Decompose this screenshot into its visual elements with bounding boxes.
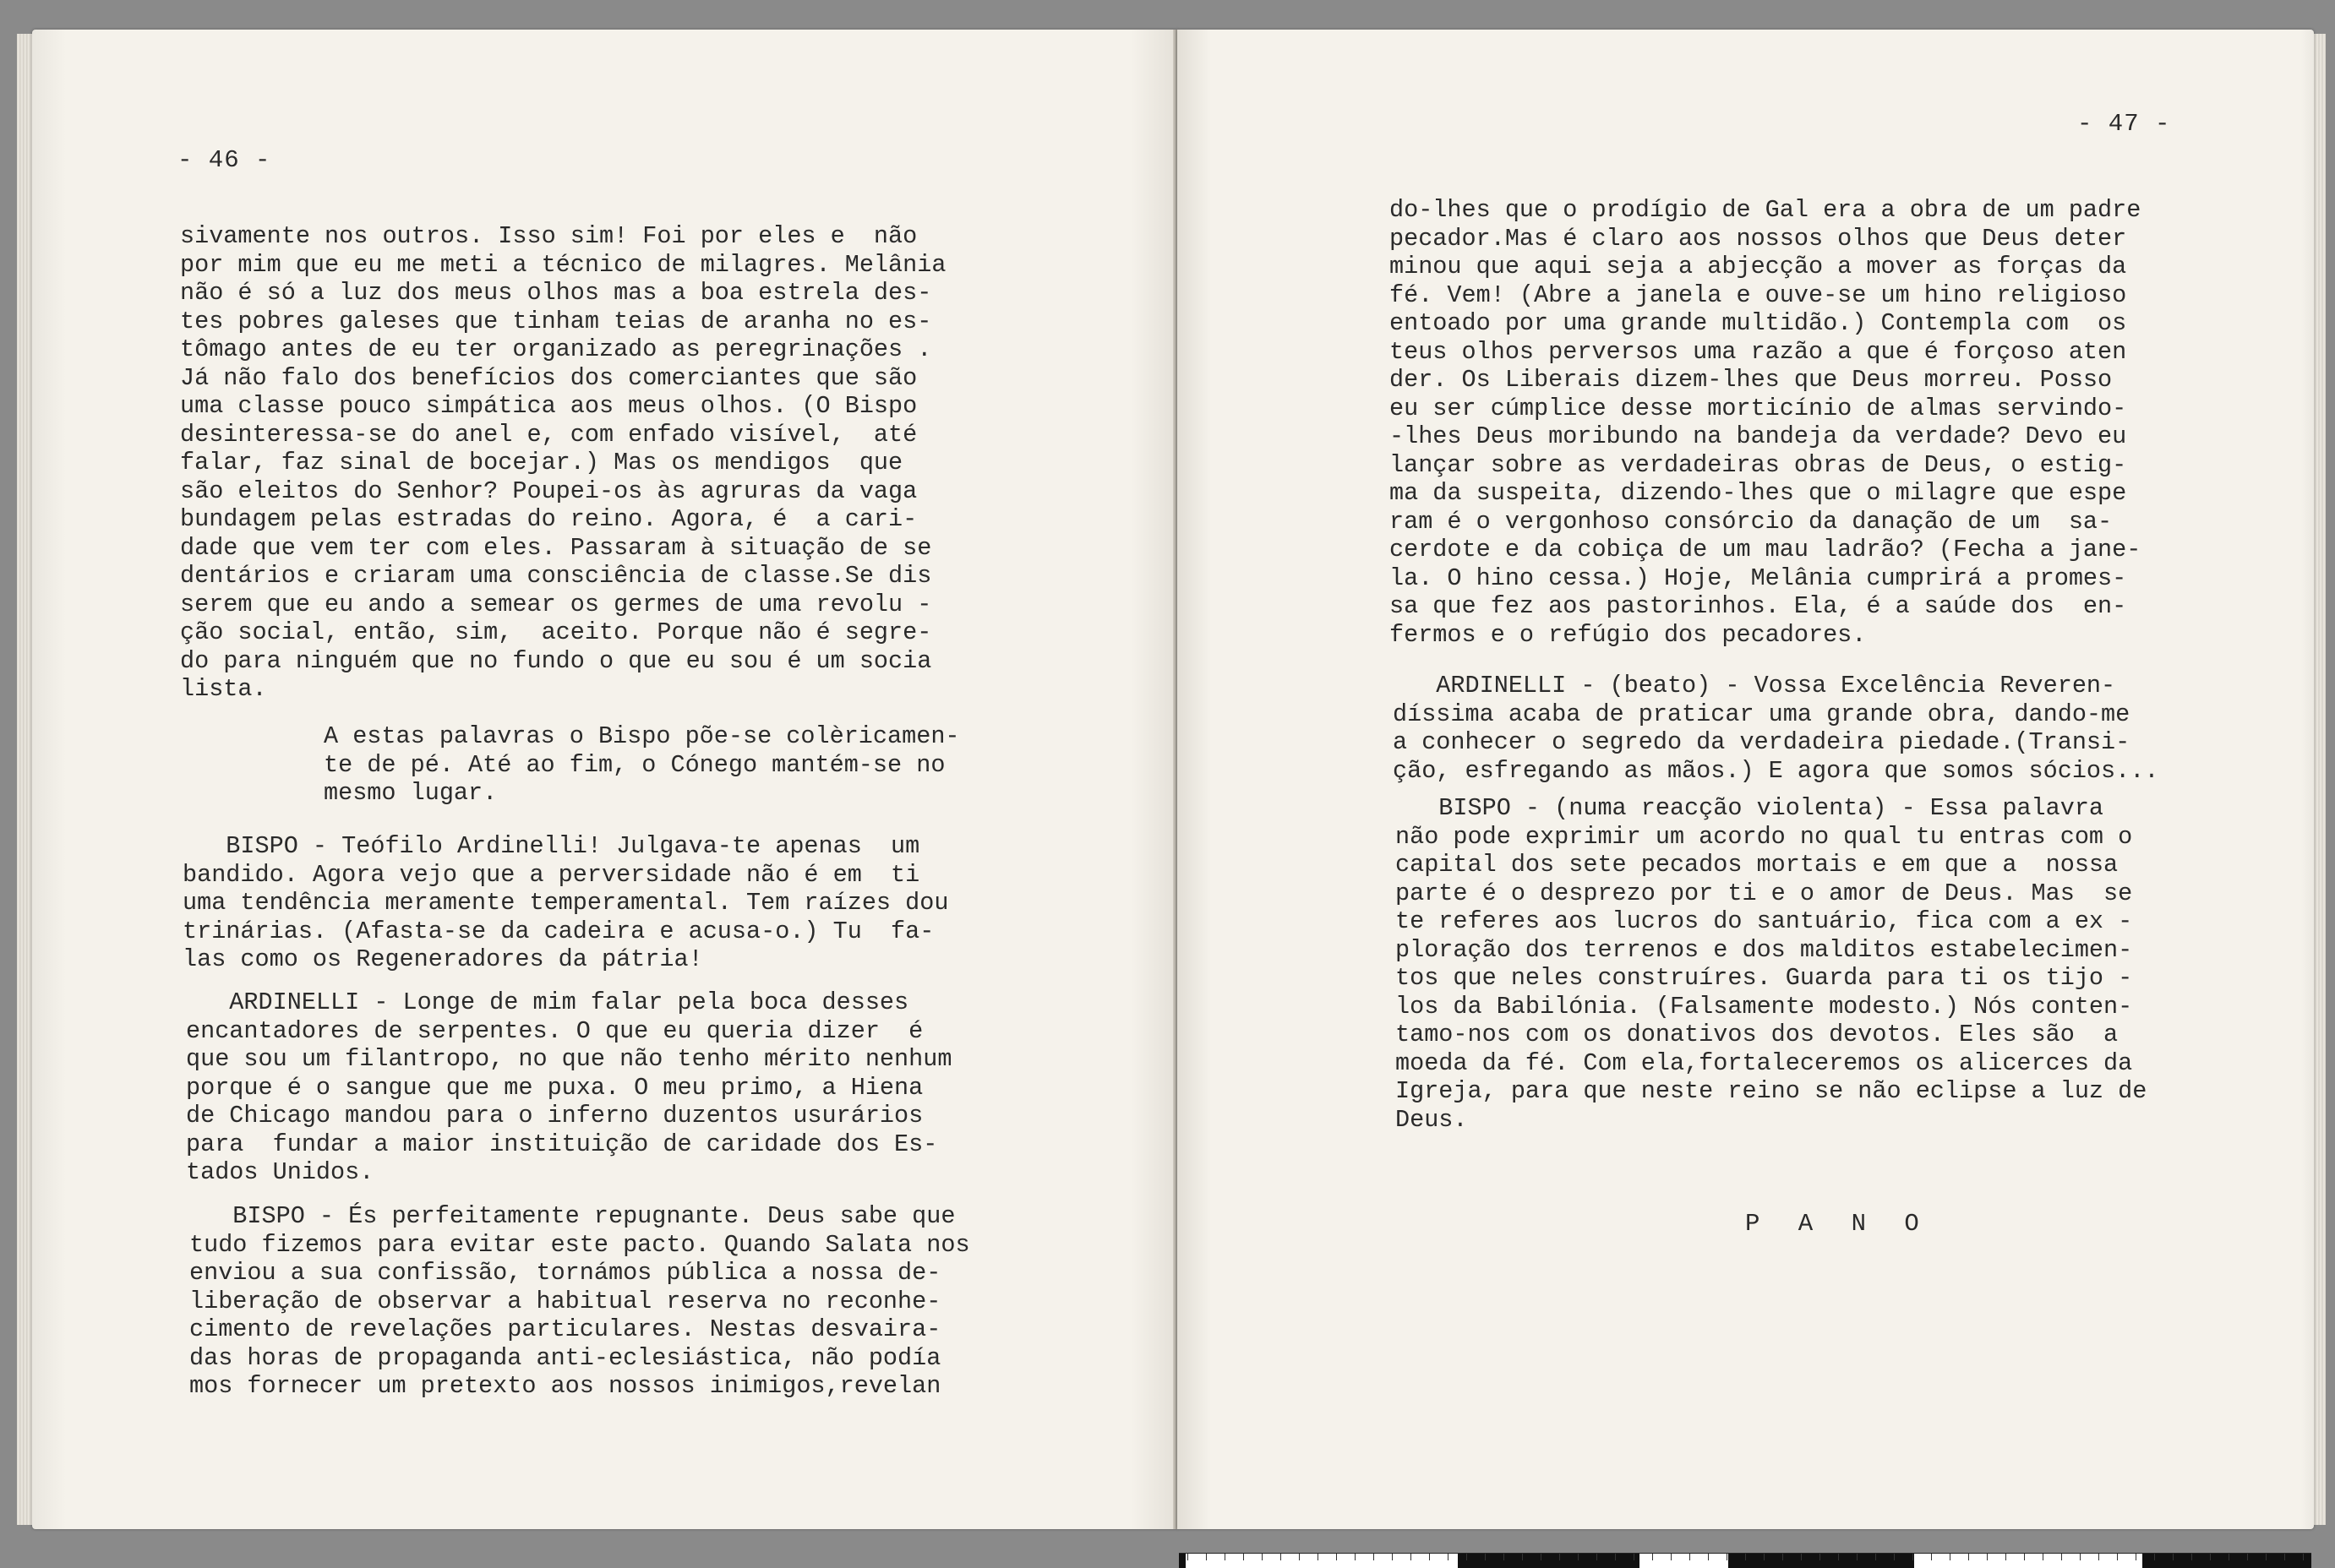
ruler-tick bbox=[1819, 1554, 1820, 1560]
ruler-tick bbox=[1559, 1554, 1560, 1560]
ruler-tick bbox=[1838, 1554, 1839, 1560]
ruler-tick bbox=[1187, 1554, 1188, 1560]
ruler-tick bbox=[1745, 1554, 1746, 1560]
ruler-tick bbox=[2061, 1554, 2062, 1560]
ruler-tick bbox=[1968, 1554, 1969, 1560]
ruler-tick bbox=[1689, 1554, 1690, 1560]
ruler-tick bbox=[1615, 1554, 1616, 1560]
ruler-tick bbox=[1299, 1554, 1300, 1560]
ruler-tick bbox=[1875, 1554, 1876, 1560]
ruler-tick bbox=[1912, 1554, 1913, 1560]
ruler-tick bbox=[1522, 1554, 1523, 1560]
stage-direction: A estas palavras o Bispo põe-se colèricamen- te de pé. Até ao fim, o Cónego mantém-se no mesmo lugar. bbox=[324, 722, 960, 807]
page-number: - 46 - bbox=[177, 146, 271, 174]
ruler-tick bbox=[1894, 1554, 1895, 1560]
paragraph: sivamente nos outros. Isso sim! Foi por eles e não por mim que eu me meti a técnico de milagres. Melânia não é só a luz dos meus olhos mas a boa estrela des- tes pobres galeses que tinham teias de aranha no es- tômago antes de eu ter organizado as peregrinações . Já não falo dos benefícios dos comerciantes que são uma classe pouco simpática aos meus olhos. (O Bispo desinteressa-se do anel e, com enfado visível, até falar, faz sinal de bocejar.) Mas os mendigos que são eleitos do Senhor? Poupei-os às agruras da vaga bundagem pelas estradas do reino. Agora, é a cari- dade que vem ter com eles. Passaram à situação de se dentários e criaram uma consciência de classe.Se dis serem que eu ando a semear os germes de uma revolu - ção social, então, sim, aceito. Porque não é segre- do para ninguém que no fundo o que eu sou é um socia lista. bbox=[180, 222, 947, 703]
ruler-tick bbox=[1801, 1554, 1802, 1560]
paragraph: ARDINELLI - (beato) - Vossa Excelência Reveren- díssima acaba de praticar uma grande obra, dando-me a conhecer o segredo da verdadeira piedade.(Transi- ção, esfregando as mãos.) E agora que somos sócios... bbox=[1393, 672, 2159, 785]
ruler-tick bbox=[1708, 1554, 1709, 1560]
paragraph: BISPO - Teófilo Ardinelli! Julgava-te apenas um bandido. Agora vejo que a perversidade não é em ti uma tendência meramente temperamental. Tem raízes dou trinárias. (Afasta-se da cadeira e acusa-o.) Tu fa- las como os Regeneradores da pátria! bbox=[183, 832, 949, 973]
left-page bbox=[32, 30, 1177, 1529]
ruler-tick bbox=[1782, 1554, 1783, 1560]
page-block-edge-right bbox=[2314, 34, 2326, 1525]
ruler-tick bbox=[1262, 1554, 1263, 1560]
ruler-tick bbox=[1373, 1554, 1374, 1560]
ruler-tick bbox=[2154, 1554, 2155, 1560]
scale-ruler bbox=[1179, 1553, 2311, 1568]
ruler-tick bbox=[2005, 1554, 2006, 1560]
ruler-tick bbox=[1931, 1554, 1932, 1560]
ruler-tick bbox=[1206, 1554, 1207, 1560]
paragraph: do-lhes que o prodígio de Gal era a obra de um padre pecador.Mas é claro aos nossos olhos que Deus deter minou que aqui seja a abjecção a mover as forças da fé. Vem! (Abre a janela e ouve-se um hino religioso entoado por uma grande multidão.) Contempla com os teus olhos perversos uma razão a que é forçoso aten der. Os Liberais dizem-lhes que Deus morreu. Posso eu ser cúmplice desse morticínio de almas servindo- -lhes Deus moribundo na bandeja da verdade? Devo eu lançar sobre as verdadeiras obras de Deus, o estig- ma da suspeita, dizendo-lhes que o milagre que espe ram é o vergonhoso consórcio da danação de um sa- cerdote e da cobiça de um mau ladrão? (Fecha a jane- la. O hino cessa.) Hoje, Melânia cumprirá a promes- sa que fez aos pastorinhos. Ela, é a saúde dos en- fermos e o refúgio dos pecadores. bbox=[1389, 196, 2141, 649]
ruler-tick bbox=[1355, 1554, 1356, 1560]
ruler-tick bbox=[1280, 1554, 1281, 1560]
ruler-tick bbox=[1652, 1554, 1653, 1560]
ruler-tick bbox=[2098, 1554, 2099, 1560]
ruler-tick bbox=[2080, 1554, 2081, 1560]
ruler-tick bbox=[1429, 1554, 1430, 1560]
ruler-tick bbox=[1857, 1554, 1858, 1560]
ruler-tick bbox=[2247, 1554, 2248, 1560]
ruler-tick bbox=[1336, 1554, 1337, 1560]
right-page bbox=[1177, 30, 2314, 1529]
ruler-tick bbox=[2024, 1554, 2025, 1560]
ruler-tick bbox=[1392, 1554, 1393, 1560]
ruler-tick bbox=[1987, 1554, 1988, 1560]
ruler-tick bbox=[1578, 1554, 1579, 1560]
page-number: - 47 - bbox=[2077, 110, 2171, 138]
ruler-tick bbox=[1596, 1554, 1597, 1560]
ruler-tick bbox=[1671, 1554, 1672, 1560]
curtain-label: P A N O bbox=[1745, 1210, 1931, 1238]
ruler-tick bbox=[1503, 1554, 1504, 1560]
page-block-edge-left bbox=[17, 34, 32, 1525]
ruler-tick bbox=[1243, 1554, 1244, 1560]
ruler-tick bbox=[2284, 1554, 2285, 1560]
paragraph: ARDINELLI - Longe de mim falar pela boca desses encantadores de serpentes. O que eu queria dizer é que sou um filantropo, no que não tenho mérito nenhum porque é o sangue que me puxa. O meu primo, a Hiena de Chicago mandou para o inferno duzentos usurários para fundar a maior instituição de caridade dos Es- tados Unidos. bbox=[186, 988, 952, 1186]
paragraph: BISPO - És perfeitamente repugnante. Deus sabe que tudo fizemos para evitar este pacto. Quando Salata nos enviou a sua confissão, tornámos pública a nossa de- liberação de observar a habitual reserva no reconhe- cimento de revelações particulares. Nestas desvaira- das horas de propaganda anti-eclesiástica, não podía mos fornecer um pretexto aos nossos inimigos,revelan bbox=[189, 1202, 970, 1400]
paragraph: BISPO - (numa reacção violenta) - Essa palavra não pode exprimir um acordo no qual tu entras com o capital dos sete pecados mortais e em que a nossa parte é o desprezo por ti e o amor de Deus. Mas se te referes aos lucros do santuário, fica com a ex - ploração dos terrenos e dos malditos estabelecimen- tos que neles construíres. Guarda para ti os tijo - los da Babilónia. (Falsamente modesto.) Nós conten- tamo-nos com os donativos dos devotos. Eles são a moeda da fé. Com ela,fortaleceremos os alicerces da Igreja, para que neste reino se não eclipse a luz de Deus. bbox=[1395, 794, 2147, 1134]
ruler-tick bbox=[2191, 1554, 2192, 1560]
ruler-tick bbox=[2303, 1554, 2304, 1560]
ruler-tick bbox=[1410, 1554, 1411, 1560]
ruler-tick bbox=[1764, 1554, 1765, 1560]
ruler-tick bbox=[2173, 1554, 2174, 1560]
ruler-tick bbox=[1466, 1554, 1467, 1560]
ruler-tick bbox=[2210, 1554, 2211, 1560]
ruler-tick bbox=[1485, 1554, 1486, 1560]
ruler-tick bbox=[2266, 1554, 2267, 1560]
ruler-tick bbox=[2117, 1554, 2118, 1560]
